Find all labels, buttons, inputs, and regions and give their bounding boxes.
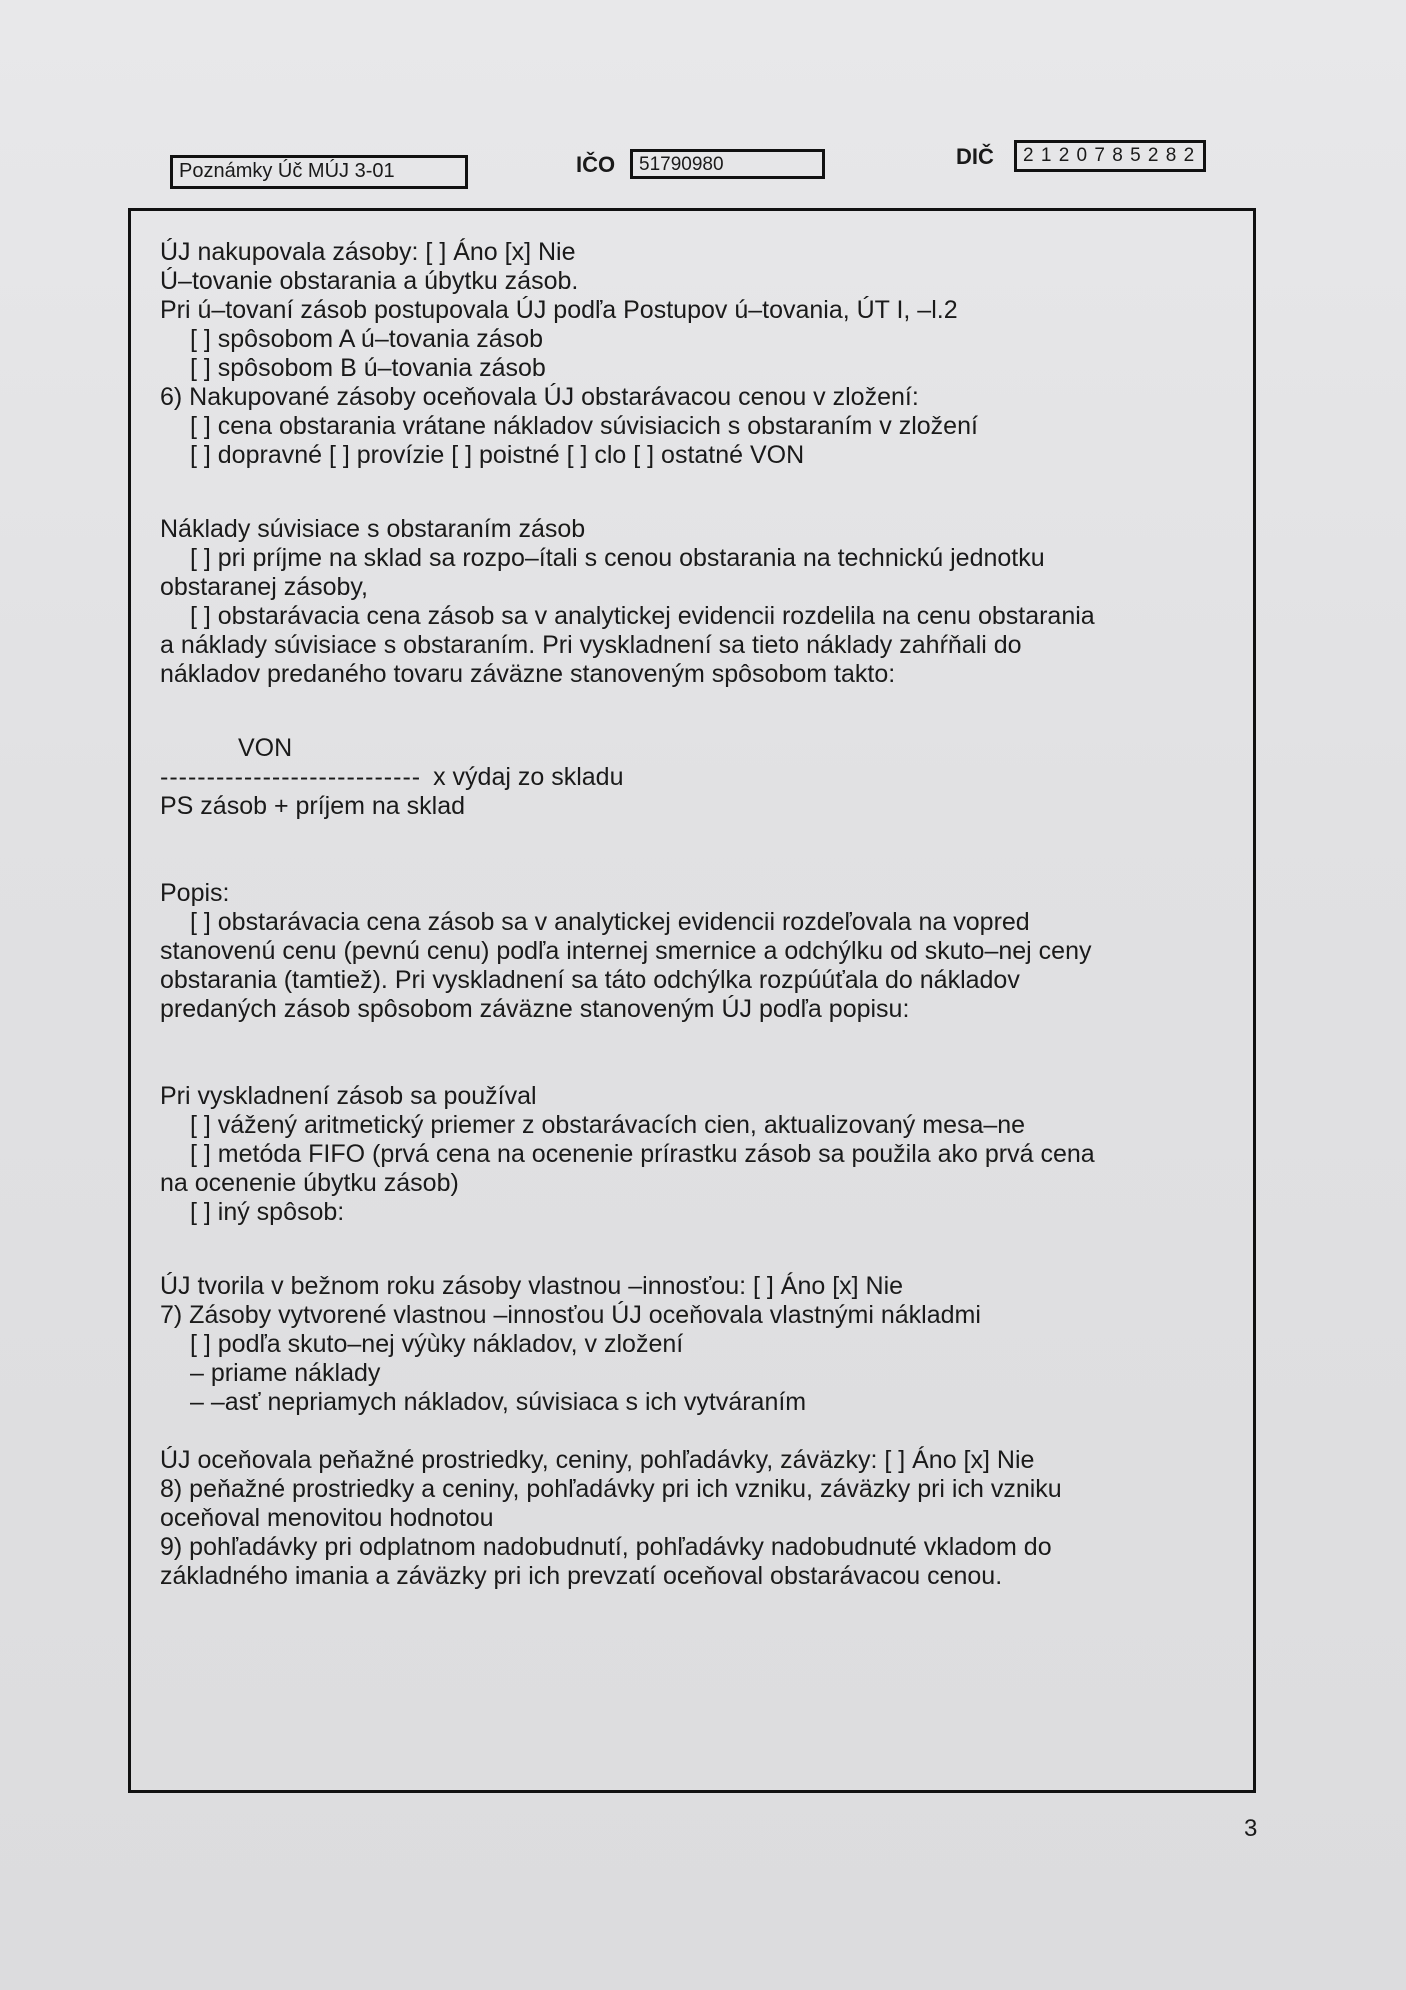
- checkbox-option: [ ] spôsobom B ú–tovania zásob: [190, 354, 546, 382]
- checkbox-option: [ ] vážený aritmetický priemer z obstarávacích cien, aktualizovaný mesa–ne: [190, 1111, 1026, 1139]
- checkbox-option: [ ] podľa skuto–nej výùky nákladov, v zložení: [190, 1330, 684, 1358]
- text-line: obstaranej zásoby,: [160, 573, 368, 601]
- page-number: 3: [1244, 1815, 1258, 1842]
- text-line: nákladov predaného tovaru záväzne stanoveným spôsobom takto:: [160, 660, 896, 688]
- formula-line: [160, 763, 1220, 792]
- text-line: stanovenú cenu (pevnú cenu) podľa internej smernice a odchýlku od skuto–nej ceny: [160, 937, 1092, 965]
- text-line: Ú–tovanie obstarania a úbytku zásob.: [160, 267, 579, 295]
- checkbox-option: [ ] iný spôsob:: [190, 1198, 345, 1226]
- text-line: obstarania (tamtiež). Pri vyskladnení sa táto odchýlka rozpúúťala do nákladov: [160, 966, 1020, 994]
- checkbox-option: [ ] pri príjme na sklad sa rozpo–ítali s cenou obstarania na technickú jednotku: [190, 544, 1045, 572]
- popis-heading: Popis:: [160, 879, 230, 907]
- text-line: a náklady súvisiace s obstaraním. Pri vyskladnení sa tieto náklady zahŕňali do: [160, 631, 1022, 659]
- list-item: – priame náklady: [190, 1359, 381, 1387]
- checkbox-option: [ ] dopravné [ ] provízie [ ] poistné [ ] clo [ ] ostatné VON: [190, 441, 805, 469]
- checkbox-option: [ ] obstarávacia cena zásob sa v analytickej evidencii rozdelila na cenu obstarania: [190, 602, 1095, 630]
- list-item: – –asť nepriamych nákladov, súvisiaca s ich vytváraním: [190, 1388, 807, 1416]
- text-line: ÚJ tvorila v bežnom roku zásoby vlastnou –innosťou: [ ] Áno [x] Nie: [160, 1272, 904, 1300]
- text-line: predaných zásob spôsobom záväzne stanoveným ÚJ podľa popisu:: [160, 995, 910, 1023]
- text-line: na ocenenie úbytku zásob): [160, 1169, 459, 1197]
- form-code-box: Poznámky Úč MÚJ 3-01: [170, 155, 468, 189]
- dic-label: DIČ: [956, 144, 994, 169]
- text-line: Pri vyskladnení zásob sa používal: [160, 1082, 537, 1110]
- ico-label: IČO: [576, 152, 616, 177]
- checkbox-option: [ ] metóda FIFO (prvá cena na ocenenie prírastku zásob sa použila ako prvá cena: [190, 1140, 1095, 1168]
- formula-numerator: VON: [238, 734, 293, 762]
- section-8-heading: 8) peňažné prostriedky a ceniny, pohľadávky pri ich vzniku, záväzky pri ich vzniku: [160, 1475, 1062, 1503]
- text-line: Náklady súvisiace s obstaraním zásob: [160, 515, 586, 543]
- formula-multiplier: x výdaj zo skladu: [433, 763, 624, 791]
- section-7-heading: 7) Zásoby vytvorené vlastnou –innosťou ÚJ oceňovala vlastnými nákladmi: [160, 1301, 981, 1329]
- checkbox-option: [ ] obstarávacia cena zásob sa v analytickej evidencii rozdeľovala na vopred: [190, 908, 1030, 936]
- ico-value-box: 51790980: [630, 149, 825, 179]
- text-line: oceňoval menovitou hodnotou: [160, 1504, 494, 1532]
- formula-denominator: PS zásob + príjem na sklad: [160, 792, 466, 820]
- text-line: Pri ú–tovaní zásob postupovala ÚJ podľa Postupov ú–tovania, ÚT I, –l.2: [160, 296, 958, 324]
- text-line: ÚJ oceňovala peňažné prostriedky, ceniny, pohľadávky, záväzky: [ ] Áno [x] Nie: [160, 1446, 1035, 1474]
- section-6-heading: 6) Nakupované zásoby oceňovala ÚJ obstarávacou cenou v zložení:: [160, 383, 919, 411]
- dic-value-box: 2 1 2 0 7 8 5 2 8 2: [1014, 140, 1206, 172]
- checkbox-option: [ ] spôsobom A ú–tovania zásob: [190, 325, 544, 353]
- section-9-heading: 9) pohľadávky pri odplatnom nadobudnutí, pohľadávky nadobudnuté vkladom do: [160, 1533, 1052, 1561]
- text-line: základného imania a záväzky pri ich prevzatí oceňoval obstarávacou cenou.: [160, 1562, 1003, 1590]
- checkbox-option: [ ] cena obstarania vrátane nákladov súvisiacich s obstaraním v zložení: [190, 412, 978, 440]
- notes-content: [160, 238, 1220, 1591]
- formula-dashes: ----------------------------: [160, 763, 422, 791]
- text-line: ÚJ nakupovala zásoby: [ ] Áno [x] Nie: [160, 238, 576, 266]
